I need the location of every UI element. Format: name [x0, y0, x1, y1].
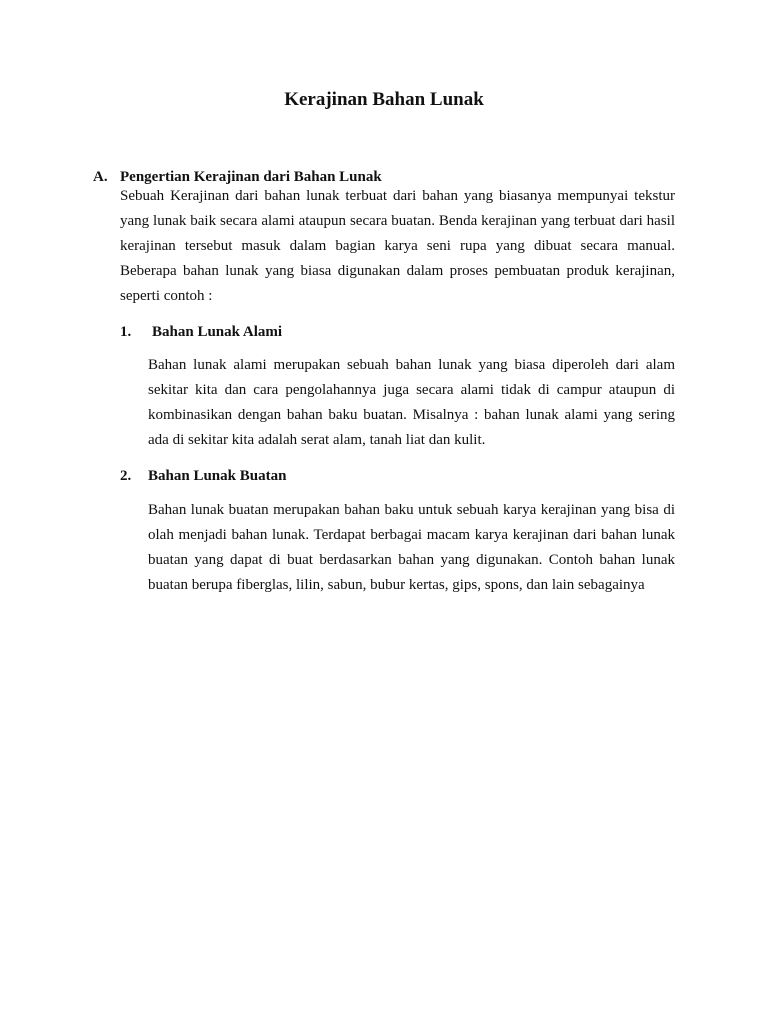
subsection-1-marker: 1.	[120, 324, 132, 340]
section-marker: A.	[93, 169, 108, 185]
subsection-2-paragraph: Bahan lunak buatan merupakan bahan baku untuk sebuah karya kerajinan yang bisa di olah menjadi bahan lunak. Terdapat berbagai macam karya kerajinan dari bahan lunak buatan yang dapat di buat berdasarkan bahan yang digunakan. Contoh bahan lunak buatan berupa fiberglas, lilin, sabun, bubur kertas, gips, spons, dan lain sebagainya	[148, 502, 675, 593]
section-heading: Pengertian Kerajinan dari Bahan Lunak	[120, 169, 382, 185]
subsection-1-paragraph: Bahan lunak alami merupakan sebuah bahan lunak yang biasa diperoleh dari alam sekitar kita dan cara pengolahannya juga secara alami tidak di campur ataupun di kombinasikan dengan bahan baku buatan. Misalnya : bahan lunak alami yang sering ada di sekitar kita adalah serat alam, tanah liat dan kulit.	[148, 357, 675, 448]
subsection-1-heading: Bahan Lunak Alami	[152, 324, 283, 340]
intro-paragraph: Sebuah Kerajinan dari bahan lunak terbuat dari bahan yang biasanya mempunyai tekstur yang lunak baik secara alami ataupun secara buatan. Benda kerajinan yang terbuat dari hasil kerajinan tersebut masuk dalam bagian karya seni rupa yang dibuat secara manual. Beberapa bahan lunak yang biasa digunakan dalam proses pembuatan produk kerajinan, seperti contoh :	[120, 188, 675, 304]
subsection-2-marker: 2.	[120, 468, 132, 484]
document-title: Kerajinan Bahan Lunak	[284, 89, 484, 110]
subsection-2-heading: Bahan Lunak Buatan	[148, 468, 287, 484]
